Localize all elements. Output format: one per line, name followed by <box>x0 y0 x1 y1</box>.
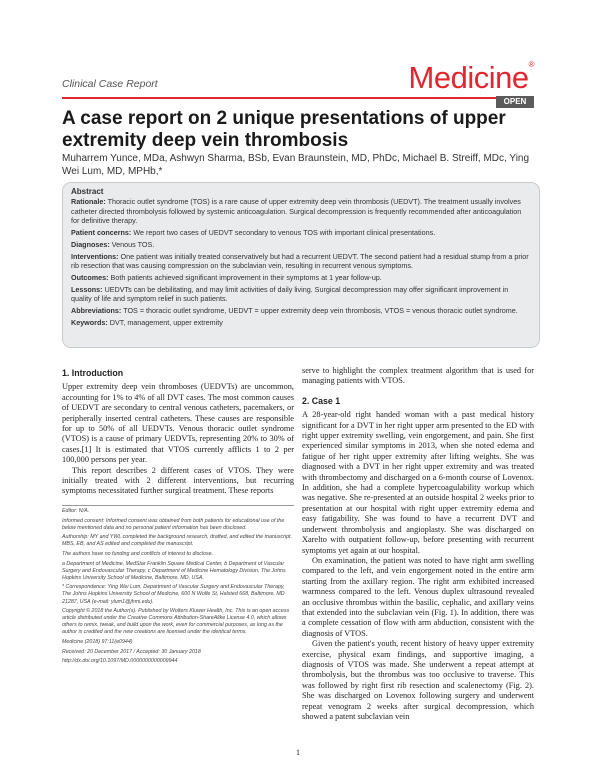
abstract-keywords <box>71 318 531 327</box>
abstract-text: Venous TOS. <box>111 239 155 249</box>
body-paragraph: Upper extremity deep vein thromboses (UEDVTs) are uncommon, accounting for 1% to 4% of all DVT cases. The most common causes of UEDVT are secondary to central venous catheters, pacemakers, or peripherally inserted central catheters. These causes are responsible for up to 50% of all UEDVTs. Venous thoracic outlet syndrome (VTOS) is a cause of primary UEDVTs, representing 20% to 30% of cases.[1] It is estimated that VTOS currently afflicts 1 to 2 per 100,000 persons per year. <box>62 382 294 465</box>
body-paragraph: Given the patient's youth, recent history of heavy upper extremity exercise, physical exam findings, and supportive imaging, a diagnosis of VTOS was made. She underwent a repeat attempt at thrombolysis, but the thrombus was too occlusive to traverse. This was followed by right first rib resection and scalenectomy (Fig. 2). She was discharged on Lovenox following surgery and underwent repeat venogram 2 weeks after surgical decompression, which showed a patent subclavian vein <box>302 639 534 721</box>
abstract-label: Rationale: <box>71 197 106 207</box>
abstract-text: TOS = thoracic outlet syndrome, UEDVT = upper extremity deep vein thrombosis, VTOS = venous thoracic outlet syndrome. <box>123 305 518 315</box>
left-column <box>62 366 294 497</box>
abstract-diagnoses <box>71 240 531 249</box>
footnote-conflicts: The authors have no funding and conflicts of interest to disclose. <box>62 550 214 557</box>
abstract-interventions <box>71 252 531 271</box>
abstract-label: Abbreviations: <box>71 305 122 315</box>
body-paragraph: On examination, the patient was noted to have right arm swelling compared to the left, and vein engorgement noted in the entire arm starting from the axillary region. The right arm exhibited increased warmness compared to the left. Venous duplex ultrasound revealed an occlusive thrombus within the basilic, cephalic, and axillary veins that extended into the subclavian vein (Fig. 1). In addition, there was a complete cessation of flow with arm abduction, consistent with the diagnosis of VTOS. <box>302 555 534 638</box>
abstract-text: We report two cases of UEDVT secondary to venous TOS with important clinical presentations. <box>133 227 436 237</box>
author-list: Muharrem Yunce, MDa, Ashwyn Sharma, BSb, Evan Braunstein, MD, PhDc, Michael B. Streiff, MDc, Ying Wei Lum, MD, MPHb,* <box>62 153 530 177</box>
abstract-patient-concerns <box>71 228 531 237</box>
journal-brand-text: Medicine <box>408 60 529 95</box>
article-title: A case report on 2 unique presentations of upper extremity deep vein thrombosis <box>62 108 506 151</box>
journal-logo <box>409 60 534 96</box>
footnote-copyright: Copyright © 2018 the Author(s). Published by Wolters Kluwer Health, Inc. This is an open access article distributed under the Creative Commons Attribution-ShareAlike License 4.0, which allows others to remix, tweak, and build upon the work, even for commercial purposes, as long as the author is credited and the new creations are licensed under the identical terms. <box>62 608 290 636</box>
footnote-editor: Editor: N/A. <box>62 508 90 514</box>
footnote-affiliations: a Department of Medicine, MedStar Franklin Square Medical Center, b Department of Vascular Surgery and Endovascular Therapy, c Department of Medicine Hematology Division, The Johns Hopkins University School of Medicine, Baltimore, MD, USA. <box>62 560 286 581</box>
registered-mark: ® <box>528 60 534 69</box>
abstract-label: Keywords: <box>71 317 108 327</box>
abstract-heading: Abstract <box>71 187 104 196</box>
journal-header <box>62 60 534 96</box>
page-number: 1 <box>296 748 300 757</box>
abstract-text: DVT, management, upper extremity <box>109 317 223 327</box>
footnote-consent: Informed consent: Informed consent was obtained from both patients for educational use of the below mentioned data and no personal patient information has been disclosed. <box>62 517 285 531</box>
abstract-text: Both patients achieved significant improvement in their symptoms at 1 year follow-up. <box>110 272 382 282</box>
footnote-dates: Received: 20 December 2017 / Accepted: 30 January 2018 <box>62 648 201 655</box>
abstract-label: Diagnoses: <box>71 239 110 249</box>
footnote-doi-link[interactable]: http://dx.doi.org/10.1097/MD.0000000000009944 <box>62 658 178 665</box>
abstract-label: Patient concerns: <box>71 227 132 237</box>
section-title-case-1: 2. Case 1 <box>302 395 341 406</box>
abstract-box <box>62 182 540 348</box>
body-paragraph: A 28-year-old right handed woman with a past medical history significant for a DVT in her right upper arm presented to the ED with right upper extremity swelling, vein engorgement, and pain. She first experienced similar symptoms in 2013, when she noted edema and fatigue of her right upper extremity after lifting weights. She was diagnosed with a DVT in her right upper extremity and was treated with thrombectomy and discharged on a 6-month course of Lovenox. In addition, she had a complete hypercoagulability workup which was negative. She re-presented at an outside hospital 2 weeks prior to presentation at our hospital with right upper extremity edema and easy fatigability. She was found to have a recurrent DVT and underwent thrombolysis and angioplasty. She was discharged on Xarelto with outpatient follow-up, before presenting with recurrent symptoms yet again at our hospital. <box>302 410 534 555</box>
abstract-label: Outcomes: <box>71 272 109 282</box>
right-column <box>302 366 534 722</box>
abstract-text: UEDVTs can be debilitating, and may limit activities of daily living. Surgical decompression may offer significant improvement in quality of life and symptom relief in such patients. <box>71 284 509 303</box>
abstract-label: Lessons: <box>71 284 103 294</box>
body-paragraph: This report describes 2 different cases of VTOS. They were initially treated with 2 different interventions, but recurring symptoms necessitated further surgical treatment. These reports <box>62 465 294 496</box>
footnote-correspondence: * Correspondence: Ying Wei Lum, Department of Vascular Surgery and Endovascular Therapy, The Johns Hopkins University School of Medicine, 600 N Wolfe St, Halsted 668, Baltimore, MD 21287, USA (e-mail: ylum1@jhmi.edu). <box>62 584 285 605</box>
header-divider <box>62 97 534 99</box>
footnote-divider <box>62 505 294 506</box>
footnotes <box>62 508 294 668</box>
footnote-authorship: Authorship: MY and YWL completed the background research, drafted, and edited the manuscript. MBS, EB, and AS edited and completed the manuscript. <box>62 534 292 548</box>
abstract-text: Thoracic outlet syndrome (TOS) is a rare cause of upper extremity deep vein thrombosis (UEDVT). The treatment usually involves catheter directed thrombolysis followed by systemic anticoagulation. Surgical decompression is frequently recommended after anticoagulation for definitive therapy. <box>71 197 522 225</box>
abstract-text: One patient was initially treated conservatively but had a recurrent UEDVT. The second patient had a residual stump from a prior rib resection that was causing compression on the subclavian vein, resulting in recurrent venous symptoms. <box>71 251 529 270</box>
section-title-introduction: 1. Introduction <box>62 368 124 378</box>
abstract-rationale <box>71 197 531 225</box>
abstract-outcomes <box>71 273 531 282</box>
body-paragraph: serve to highlight the complex treatment algorithm that is used for managing patients with VTOS. <box>302 366 534 386</box>
article-type-label: Clinical Case Report <box>62 78 158 90</box>
abstract-label: Interventions: <box>71 251 119 261</box>
abstract-lessons <box>71 285 531 304</box>
abstract-abbreviations <box>71 306 531 315</box>
footnote-citation: Medicine (2018) 97:11(e0944) <box>62 639 133 645</box>
open-access-badge: OPEN <box>496 96 534 108</box>
